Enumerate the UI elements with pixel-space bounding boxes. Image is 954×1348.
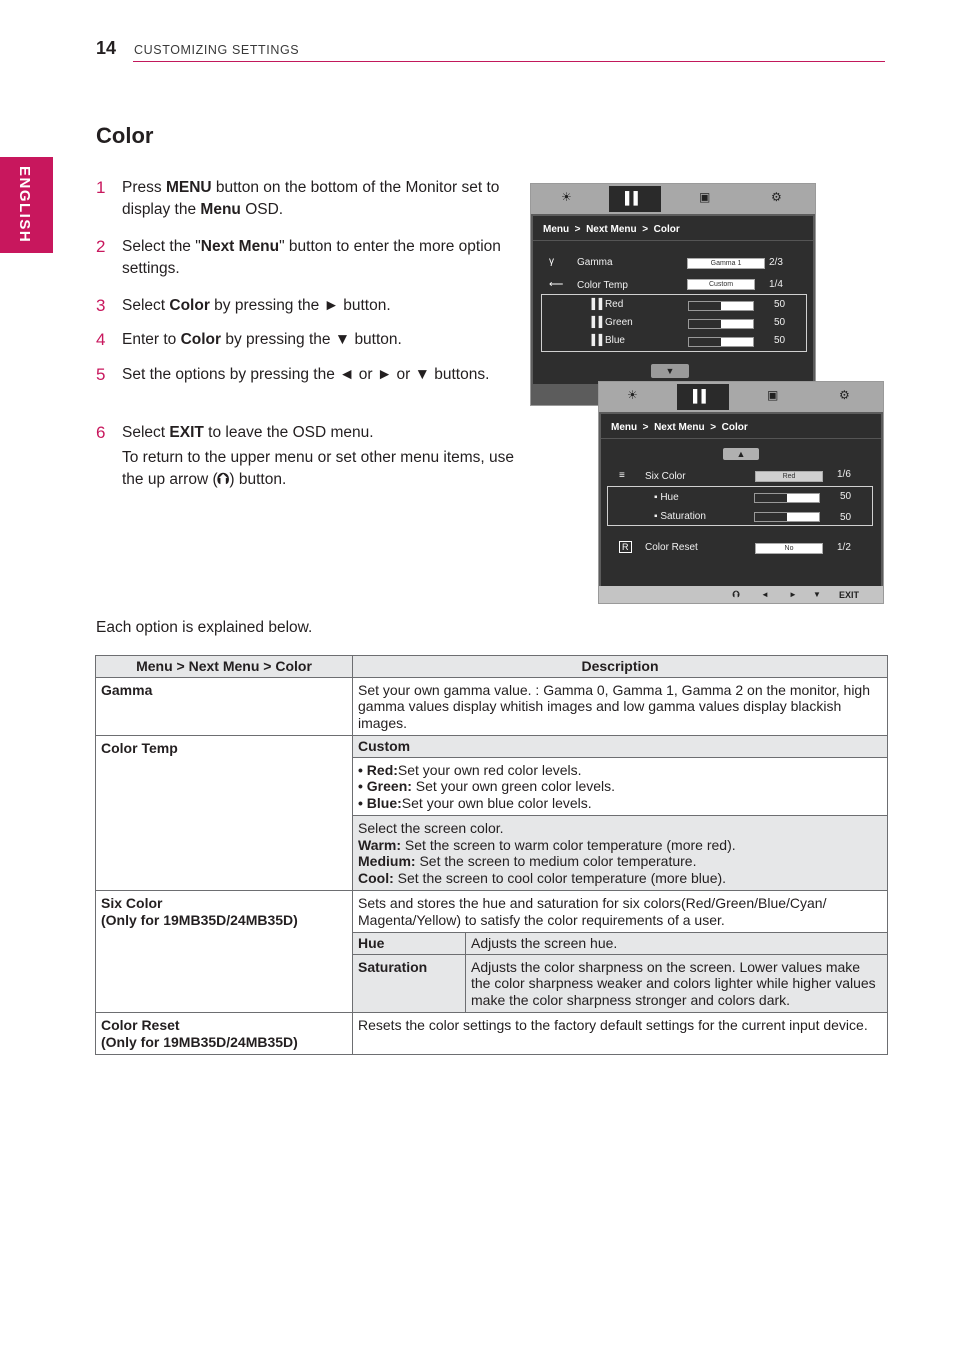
step-number: 3 xyxy=(96,296,106,315)
osd-panel xyxy=(601,414,881,586)
down-arrow-icon: ▼ xyxy=(651,364,689,378)
step-2 xyxy=(96,236,516,280)
osd-sixcolor-label: Six Color xyxy=(645,471,686,482)
up-arrow-icon: ▲ xyxy=(723,448,759,460)
osd-saturation-value: 50 xyxy=(840,512,852,523)
up-arrow-icon: ⮉ xyxy=(733,589,740,599)
option-description: Select the screen color. Warm: Set the screen to warm color temperature (more red). Medium: Set the screen to medium color temperature. Cool: Set the screen to cool color temperature (more blue). xyxy=(353,816,888,891)
left-arrow-icon: ◄ xyxy=(761,590,769,599)
osd-green-slider xyxy=(688,319,754,329)
osd-reset-value: No xyxy=(755,543,823,554)
osd-green-label: ▐▐ Green xyxy=(588,317,633,328)
option-name: Color Temp xyxy=(96,736,353,891)
settings-icon: ⚙ xyxy=(771,190,782,204)
step-text: Select EXIT to leave the OSD menu. xyxy=(122,424,374,441)
osd-tab-bar xyxy=(531,184,815,214)
color-reset-icon: R xyxy=(619,541,632,553)
osd-green-value: 50 xyxy=(774,317,786,328)
table-row xyxy=(96,677,888,736)
table-header-menu: Menu > Next Menu > Color xyxy=(96,656,353,678)
step-4 xyxy=(96,329,516,351)
sub-option-description: Adjusts the screen hue. xyxy=(466,933,888,955)
brightness-icon: ☀ xyxy=(561,190,572,204)
osd-custom-frame xyxy=(541,294,807,352)
exit-label: EXIT xyxy=(839,590,860,600)
sub-option-name: Hue xyxy=(353,933,466,955)
osd-colortemp-page: 1/4 xyxy=(769,279,783,290)
page-number: 14 xyxy=(96,38,117,58)
settings-icon: ⚙ xyxy=(839,388,850,402)
gamma-icon: γ xyxy=(549,256,554,267)
option-description: • Red:Set your own red color levels. • Green: Set your own green color levels. • Blue:Set your own blue color levels. xyxy=(353,757,888,816)
step-3 xyxy=(96,295,516,317)
osd-panel xyxy=(533,216,813,384)
sub-option-name: Saturation xyxy=(353,954,466,1013)
up-arrow-icon: ⮉ xyxy=(217,471,230,488)
osd-reset-page: 1/2 xyxy=(837,542,851,553)
page-title: Color xyxy=(96,123,154,148)
osd-blue-label: ▐▐ Blue xyxy=(588,335,625,346)
osd-hue-label: ▪ Hue xyxy=(654,492,679,503)
step-number: 1 xyxy=(96,178,106,197)
osd-blue-slider xyxy=(688,337,754,347)
osd-red-fill xyxy=(689,302,721,310)
right-arrow-icon: ► xyxy=(789,590,797,599)
osd-saturation-fill xyxy=(755,513,787,521)
step-text: Set the options by pressing the ◄ or ► or ▼ buttons. xyxy=(122,366,490,383)
osd-green-fill xyxy=(689,320,721,328)
step-text: Press MENU button on the bottom of the Monitor set to display the Menu OSD. xyxy=(122,179,500,218)
step-number: 6 xyxy=(96,423,106,442)
screen-icon: ▣ xyxy=(767,388,779,402)
step-number: 4 xyxy=(96,330,106,349)
osd-saturation-label: ▪ Saturation xyxy=(654,511,706,522)
osd-sixcolor-value: Red xyxy=(755,471,823,482)
osd-breadcrumb: Menu > Next Menu > Color xyxy=(543,224,680,235)
osd-colortemp-label: Color Temp xyxy=(577,280,628,291)
option-description: Sets and stores the hue and saturation for six colors(Red/Green/Blue/Cyan/ Magenta/Yellow) to satisfy the color requirements of a user. xyxy=(353,891,888,933)
step-1 xyxy=(96,177,516,221)
step-number: 5 xyxy=(96,365,106,384)
osd-gamma-value: Gamma 1 xyxy=(687,258,765,269)
osd-blue-fill xyxy=(689,338,721,346)
step-text: Select the "Next Menu" button to enter the more option settings. xyxy=(122,238,501,277)
step-number: 2 xyxy=(96,237,106,256)
osd-divider xyxy=(601,438,881,439)
option-name: Gamma xyxy=(96,677,353,736)
osd-hue-slider xyxy=(754,493,820,503)
osd-sixcolor-page: 1/6 xyxy=(837,469,851,480)
picture-icon: ▌▌ xyxy=(609,186,661,212)
custom-label: Custom xyxy=(353,736,888,758)
option-description: Resets the color settings to the factory default settings for the current input device. xyxy=(353,1013,888,1055)
step-5 xyxy=(96,364,516,386)
osd-colortemp-value: Custom xyxy=(687,279,755,290)
osd-reset-label: Color Reset xyxy=(645,542,698,553)
section-label: CUSTOMIZING SETTINGS xyxy=(134,43,300,57)
osd-screenshot-six-color xyxy=(598,381,884,604)
language-tab-label: ENGLISH xyxy=(16,166,33,244)
header-rule xyxy=(133,61,885,62)
osd-divider xyxy=(533,240,813,241)
osd-tab-bar xyxy=(599,382,883,412)
osd-gamma-label: Gamma xyxy=(577,257,613,268)
osd-red-slider xyxy=(688,301,754,311)
options-table xyxy=(95,655,888,1055)
osd-blue-value: 50 xyxy=(774,335,786,346)
down-arrow-icon: ▼ xyxy=(813,590,821,599)
table-header-description: Description xyxy=(353,656,888,678)
osd-screenshot-color-temp xyxy=(530,183,816,406)
osd-hue-fill xyxy=(755,494,787,502)
osd-hue-saturation-frame xyxy=(607,486,873,526)
osd-saturation-slider xyxy=(754,512,820,522)
table-row xyxy=(96,891,888,933)
option-name: Six Color (Only for 19MB35D/24MB35D) xyxy=(96,891,353,1013)
table-row xyxy=(96,1013,888,1055)
osd-red-value: 50 xyxy=(774,299,786,310)
step-text: Select Color by pressing the ► button. xyxy=(122,297,391,314)
picture-icon: ▌▌ xyxy=(677,384,729,410)
osd-button-bar xyxy=(599,586,883,603)
six-color-icon: ≡ xyxy=(619,470,625,481)
osd-breadcrumb: Menu > Next Menu > Color xyxy=(611,422,748,433)
osd-red-label: ▐▐ Red xyxy=(588,299,624,310)
osd-hue-value: 50 xyxy=(840,491,852,502)
table-row xyxy=(96,736,888,758)
table-header-row xyxy=(96,656,888,678)
step-6 xyxy=(96,422,516,491)
option-name: Color Reset (Only for 19MB35D/24MB35D) xyxy=(96,1013,353,1055)
sub-option-description: Adjusts the color sharpness on the screen. Lower values make the color sharpness weaker and colors lighter while higher values make the color sharpness stronger and colors dark. xyxy=(466,954,888,1013)
step-text: Enter to Color by pressing the ▼ button. xyxy=(122,331,402,348)
step-6-note: To return to the upper menu or set other menu items, use the up arrow (⮉) button. xyxy=(122,449,515,488)
color-temp-icon: ⟵ xyxy=(549,279,564,290)
option-description: Set your own gamma value. : Gamma 0, Gamma 1, Gamma 2 on the monitor, high gamma values display whitish images and low gamma values display blackish images. xyxy=(353,677,888,736)
brightness-icon: ☀ xyxy=(627,388,638,402)
screen-icon: ▣ xyxy=(699,190,711,204)
osd-gamma-page: 2/3 xyxy=(769,257,783,268)
explain-text: Each option is explained below. xyxy=(96,619,313,636)
